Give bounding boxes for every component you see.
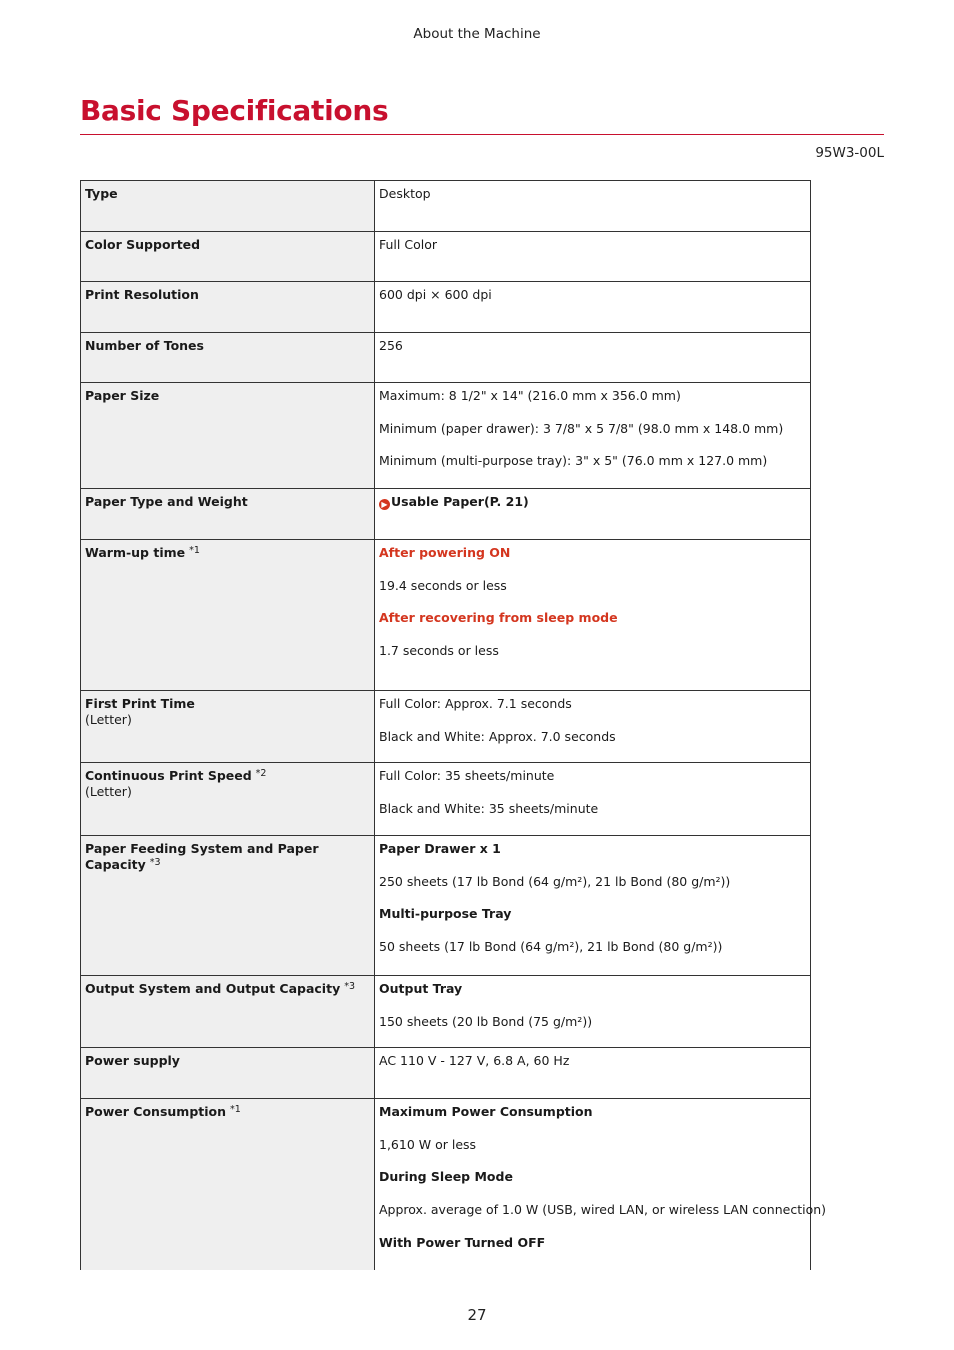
spec-value-cell <box>375 181 811 232</box>
table-row <box>81 976 811 1048</box>
spec-label-cell <box>81 1099 375 1299</box>
spec-value: Maximum: 8 1/2" x 14" (216.0 mm x 356.0 mm) <box>379 388 681 403</box>
spec-label: Power supply <box>85 1053 180 1068</box>
spec-value: 19.4 seconds or less <box>379 577 507 593</box>
spec-value: Black and White: Approx. 7.0 seconds <box>379 728 616 744</box>
page-title: Basic Specifications <box>80 94 389 127</box>
spec-value: Approx. average of 1.0 W (USB, wired LAN, or wireless LAN connection) <box>379 1201 827 1217</box>
footnote-ref: *2 <box>255 768 267 779</box>
spec-table <box>80 180 827 1299</box>
running-header: About the Machine <box>413 26 541 42</box>
table-row <box>81 836 811 976</box>
spec-label-cell <box>81 282 375 333</box>
spec-subheading: Output Tray <box>379 981 463 996</box>
spec-label: Continuous Print Speed <box>85 768 252 783</box>
spec-value: 250 sheets (17 lb Bond (64 g/m²), 21 lb Bond (80 g/m²)) <box>379 873 731 889</box>
spec-sublabel: (Letter) <box>85 783 132 799</box>
table-row <box>81 383 811 489</box>
spec-value: Minimum (multi-purpose tray): 3" x 5" (76.0 mm x 127.0 mm) <box>379 453 768 469</box>
footnote-ref: *1 <box>189 545 200 556</box>
spec-label: Paper Type and Weight <box>85 494 248 509</box>
spec-label-cell <box>81 976 375 1048</box>
spec-value-cell <box>375 333 811 383</box>
table-row <box>81 1048 811 1099</box>
spec-value-cell <box>375 836 811 976</box>
spec-sublabel: (Letter) <box>85 711 132 727</box>
link-text: Usable Paper(P. 21) <box>391 494 529 509</box>
document-code: 95W3-00L <box>815 145 884 161</box>
spec-label: Warm-up time <box>85 545 186 560</box>
table-row <box>81 1099 811 1299</box>
spec-value: 1.7 seconds or less <box>379 642 499 658</box>
spec-value: Minimum (paper drawer): 3 7/8" x 5 7/8" (98.0 mm x 148.0 mm) <box>379 420 784 436</box>
footnote-ref: *3 <box>344 981 355 992</box>
spec-subheading: With Power Turned OFF <box>379 1234 546 1250</box>
table-row <box>81 333 811 383</box>
spec-subheading: After powering ON <box>379 545 511 560</box>
spec-value: Black and White: 35 sheets/minute <box>379 800 599 816</box>
spec-label: Type <box>85 186 118 201</box>
table-row <box>81 232 811 282</box>
spec-label-cell <box>81 540 375 691</box>
spec-value: 50 sheets (17 lb Bond (64 g/m²), 21 lb Bond (80 g/m²)) <box>379 938 723 954</box>
table-row <box>81 691 811 763</box>
spec-value: 150 sheets (20 lb Bond (75 g/m²)) <box>379 1013 593 1029</box>
spec-label: Number of Tones <box>85 338 204 353</box>
spec-label: Output System and Output Capacity <box>85 981 341 996</box>
spec-value-cell <box>375 763 811 836</box>
table-row <box>81 763 811 836</box>
spec-label-cell <box>81 1048 375 1099</box>
spec-value: Full Color <box>379 237 437 252</box>
spec-value-cell <box>375 489 811 540</box>
spec-value: AC 110 V - 127 V, 6.8 A, 60 Hz <box>379 1053 570 1068</box>
table-row <box>81 489 811 540</box>
spec-label: First Print Time <box>85 696 195 711</box>
spec-value-cell <box>375 282 811 333</box>
spec-value: 256 <box>379 338 403 353</box>
table-row <box>81 540 811 691</box>
spec-value-cell <box>375 383 811 489</box>
spec-label: Color Supported <box>85 237 201 252</box>
spec-label-cell <box>81 333 375 383</box>
title-rule <box>80 134 884 135</box>
spec-value: 1,610 W or less <box>379 1136 477 1152</box>
spec-subheading: During Sleep Mode <box>379 1169 513 1185</box>
arrow-right-icon: ▶ <box>379 499 390 510</box>
usable-paper-link[interactable] <box>379 494 807 510</box>
spec-label: Paper Feeding System and Paper Capacity <box>85 841 319 872</box>
spec-value: Desktop <box>379 186 431 201</box>
spec-label-cell <box>81 383 375 489</box>
spec-label-cell <box>81 691 375 763</box>
spec-value: 600 dpi × 600 dpi <box>379 287 492 302</box>
spec-label: Paper Size <box>85 388 160 403</box>
spec-label: Print Resolution <box>85 287 199 302</box>
spec-value-cell <box>375 976 811 1048</box>
spec-label-cell <box>81 836 375 976</box>
spec-subheading: Maximum Power Consumption <box>379 1104 593 1119</box>
footnote-ref: *1 <box>230 1104 241 1115</box>
spec-label-cell <box>81 763 375 836</box>
spec-subheading: After recovering from sleep mode <box>379 610 618 626</box>
table-row <box>81 282 811 333</box>
spec-subheading: Paper Drawer x 1 <box>379 841 501 856</box>
spec-label-cell <box>81 181 375 232</box>
spec-value: Full Color: Approx. 7.1 seconds <box>379 696 572 711</box>
spec-value: Full Color: 35 sheets/minute <box>379 768 555 783</box>
spec-value-cell <box>375 540 811 691</box>
footnote-ref: *3 <box>149 856 161 868</box>
spec-label-cell <box>81 232 375 282</box>
spec-subheading: Multi-purpose Tray <box>379 906 512 922</box>
spec-value-cell <box>375 691 811 763</box>
page-number: 27 <box>467 1306 487 1324</box>
spec-label: Power Consumption <box>85 1104 227 1119</box>
spec-value-cell <box>375 232 811 282</box>
spec-value-cell <box>375 1099 827 1299</box>
spec-value-cell <box>375 1048 811 1099</box>
spec-label-cell <box>81 489 375 540</box>
table-row <box>81 181 811 232</box>
